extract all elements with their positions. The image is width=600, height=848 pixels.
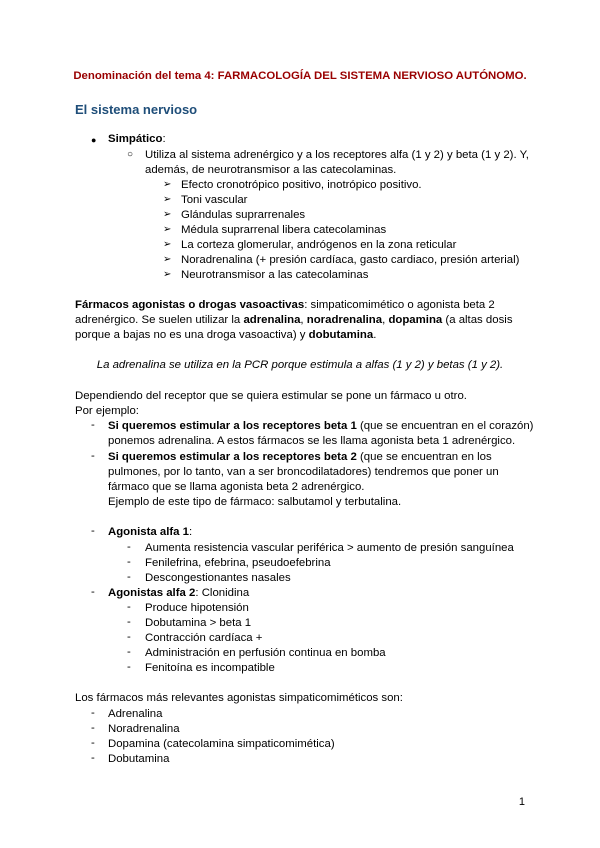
alfa1-colon: : (189, 526, 193, 538)
agonistas-bold: Fármacos agonistas o drogas vasoactivas (75, 299, 305, 311)
simpatico-label: Simpático (108, 133, 163, 145)
beta1-line1 (108, 419, 533, 434)
simpatico-colon: : (162, 133, 166, 145)
agonistas-l3-text: porque a bajas no es una droga vasoactiva) y (75, 329, 309, 341)
alfa1-item: Descongestionantes nasales (145, 572, 291, 584)
alfa2-heading (108, 586, 249, 601)
dash-bullet-icon: - (127, 601, 131, 613)
beta2-line3: fármaco que se llama agonista beta 2 adrenérgico. (108, 481, 365, 493)
beta2-line4: Ejemplo de este tipo de fármaco: salbutamol y terbutalina. (108, 496, 402, 508)
dependiendo-line1: Dependiendo del receptor que se quiera estimular se pone un fármaco u otro. (75, 390, 467, 402)
dash-bullet-icon: - (127, 616, 131, 628)
dash-bullet-icon: - (91, 737, 95, 749)
dash-bullet-icon: - (91, 752, 95, 764)
alfa2-rest: : Clonidina (195, 587, 250, 599)
dash-bullet-icon: - (91, 586, 95, 598)
section-heading: El sistema nervioso (75, 102, 198, 117)
alfa2-item: Fenitoína es incompatible (145, 662, 275, 674)
dash-bullet-icon: - (127, 631, 131, 643)
agonistas-l2-rest: (a altas dosis (442, 314, 513, 326)
alfa2-item: Contracción cardíaca + (145, 632, 263, 644)
alfa1-item: Fenilefrina, efebrina, pseudoefebrina (145, 557, 331, 569)
beta2-bold: Si queremos estimular a los receptores beta 2 (108, 451, 357, 463)
dash-bullet-icon: - (91, 707, 95, 719)
beta1-line2: ponemos adrenalina. A estos fármacos se les llama agonista beta 1 adrenérgico. (108, 435, 516, 447)
effect-item: Glándulas suprarrenales (181, 209, 306, 221)
dash-bullet-icon: - (127, 541, 131, 553)
relevant-drug-item: Dopamina (catecolamina simpaticomimética) (108, 738, 335, 750)
bullet-icon: ● (91, 135, 97, 145)
comma: , (382, 314, 389, 326)
drug-dopamina: dopamina (388, 314, 443, 326)
comma: , (300, 314, 307, 326)
simpatico-heading (108, 132, 166, 147)
effect-item: Noradrenalina (+ presión cardíaca, gasto cardiaco, presión arterial) (181, 254, 520, 266)
agonistas-l2-text: adrenérgico. Se suelen utilizar la (75, 314, 244, 326)
arrow-bullet-icon: ➢ (163, 254, 172, 265)
effect-item: Efecto cronotrópico positivo, inotrópico positivo. (181, 179, 422, 191)
agonistas-line1 (75, 298, 495, 313)
arrow-bullet-icon: ➢ (163, 269, 172, 280)
effect-item: Médula suprarrenal libera catecolaminas (181, 224, 387, 236)
alfa2-item: Dobutamina > beta 1 (145, 617, 252, 629)
drug-dobutamina: dobutamina (308, 329, 374, 341)
arrow-bullet-icon: ➢ (163, 209, 172, 220)
italic-note: La adrenalina se utiliza en la PCR porque estimula a alfas (1 y 2) y betas (1 y 2). (96, 359, 504, 371)
alfa1-label: Agonista alfa 1 (108, 526, 190, 538)
agonistas-rest: : simpaticomimético o agonista beta 2 (304, 299, 495, 311)
page-number: 1 (518, 796, 525, 808)
simpatico-desc-line2: además, de neurotransmisor a las catecolaminas. (145, 164, 397, 176)
beta1-bold: Si queremos estimular a los receptores beta 1 (108, 420, 357, 432)
drug-adrenalina: adrenalina (243, 314, 301, 326)
effect-item: La corteza glomerular, andrógenos en la zona reticular (181, 239, 457, 251)
relevant-drug-item: Adrenalina (108, 708, 163, 720)
alfa2-label: Agonistas alfa 2 (108, 587, 196, 599)
dependiendo-line2: Por ejemplo: (75, 405, 139, 417)
agonistas-line3 (75, 328, 376, 343)
period: . (373, 329, 377, 341)
dash-bullet-icon: - (91, 419, 95, 431)
document-title: Denominación del tema 4: FARMACOLOGÍA DEL SISTEMA NERVIOSO AUTÓNOMO. (73, 70, 527, 82)
arrow-bullet-icon: ➢ (163, 239, 172, 250)
arrow-bullet-icon: ➢ (163, 194, 172, 205)
dash-bullet-icon: - (91, 722, 95, 734)
dash-bullet-icon: - (127, 646, 131, 658)
dash-bullet-icon: - (127, 571, 131, 583)
effect-item: Neurotransmisor a las catecolaminas (181, 269, 369, 281)
beta2-line1 (108, 450, 492, 465)
relevant-drug-item: Noradrenalina (108, 723, 180, 735)
beta2-rest: (que se encuentran en los (356, 451, 492, 463)
relevant-drug-item: Dobutamina (108, 753, 170, 765)
alfa2-item: Produce hipotensión (145, 602, 249, 614)
alfa1-item: Aumenta resistencia vascular periférica > aumento de presión sanguínea (145, 542, 514, 554)
dash-bullet-icon: - (127, 556, 131, 568)
dash-bullet-icon: - (127, 661, 131, 673)
agonistas-line2 (75, 313, 513, 328)
alfa2-item: Administración en perfusión continua en bomba (145, 647, 386, 659)
dash-bullet-icon: - (91, 450, 95, 462)
drug-noradrenalina: noradrenalina (306, 314, 383, 326)
alfa1-heading (108, 525, 192, 540)
beta1-rest: (que se encuentran en el corazón) (356, 420, 534, 432)
effect-item: Toni vascular (181, 194, 248, 206)
arrow-bullet-icon: ➢ (163, 224, 172, 235)
dash-bullet-icon: - (91, 525, 95, 537)
arrow-bullet-icon: ➢ (163, 179, 172, 190)
relevantes-intro: Los fármacos más relevantes agonistas simpaticomiméticos son: (75, 692, 403, 704)
simpatico-desc-line1: Utiliza al sistema adrenérgico y a los receptores alfa (1 y 2) y beta (1 y 2). Y, (145, 149, 529, 161)
circle-bullet-icon: ○ (127, 149, 134, 160)
beta2-line2: pulmones, por lo tanto, van a ser broncodilatadores) tendremos que poner un (108, 466, 499, 478)
